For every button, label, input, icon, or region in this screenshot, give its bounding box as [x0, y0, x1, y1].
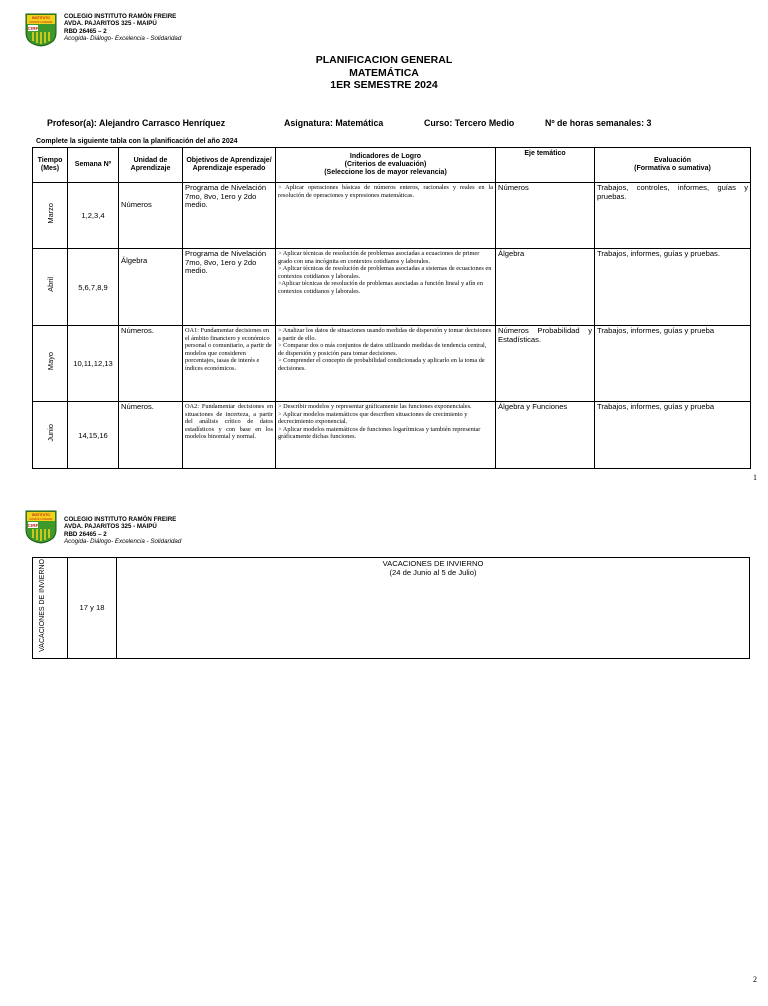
eje-cell: Números Probabilidad y Estadísticas.	[496, 326, 595, 402]
month-cell	[33, 326, 68, 402]
indicadores-cell: > Describir modelos y representar gráficamente las funciones exponenciales. > Aplicar modelos matemáticos que describen situaciones de crecimiento y decrecimiento exponencial. > Aplicar modelos matemáticos de funciones logarítmicas y también representar gráficamente dichas funciones.	[276, 402, 496, 469]
vacation-dates: (24 de Junio al 5 de Julio)	[389, 568, 477, 577]
page-number-1: 1	[753, 473, 757, 482]
school-rbd: RBD 26465 – 2	[64, 27, 107, 35]
profesor-field: Profesor(a): Alejandro Carrasco Henríquez	[47, 118, 226, 128]
month-cell	[33, 183, 68, 249]
week-cell: 1,2,3,4	[68, 183, 119, 249]
evaluacion-cell: Trabajos, informes, guías y pruebas.	[595, 249, 751, 326]
indicadores-cell: > Aplicar operaciones básicas de números enteros, racionales y reales en la resolución de operaciones y expresiones matemáticas.	[276, 183, 496, 249]
table-header-row	[33, 148, 751, 183]
col-header-unidad: Unidad de Aprendizaje	[119, 148, 183, 183]
table-row	[33, 183, 751, 249]
indicadores-cell: > Analizar los datos de situaciones usando medidas de dispersión y tomar decisiones a partir de ello. > Comparar dos o más conjuntos de datos utilizando medidas de tendencia central, de dispersión y posición para tomar decisiones. > Comprender el concepto de probabilidad condicionada y aplicarlo en la toma de decisiones.	[276, 326, 496, 402]
month-cell	[33, 402, 68, 469]
asignatura-field: Asignatura: Matemática	[284, 118, 384, 128]
badge-top-text: INSTITUTO	[32, 513, 50, 517]
col-header-objetivos: Objetivos de Aprendizaje/ Aprendizaje esperado	[183, 148, 276, 183]
badge-top-text: INSTITUTO	[32, 16, 50, 20]
month-cell	[33, 249, 68, 326]
vacation-title: VACACIONES DE INVIERNO	[382, 559, 484, 568]
badge-mid-text: RAMÓN FREIRE	[29, 517, 53, 521]
school-name: COLEGIO INSTITUTO RAMÓN FREIRE	[64, 13, 177, 20]
week-cell: 17 y 18	[68, 558, 117, 659]
curso-field: Curso: Tercero Medio	[424, 118, 515, 128]
vacation-label: VACACIONES DE INVIERNO	[39, 559, 46, 652]
school-motto: Acogida- Diálogo- Excelencia - Solidaridad	[64, 538, 182, 546]
table-row	[33, 326, 751, 402]
vacation-label-cell	[33, 558, 68, 659]
eje-cell: Números	[496, 183, 595, 249]
objetivos-cell: OA1: Fundamentar decisiones en el ámbito financiero y económico personal o comunitario, a partir de modelos que consideren porcentajes, tasas de interés e índices económicos.	[183, 326, 276, 402]
document-title	[0, 54, 768, 92]
title-line-2: MATEMÁTICA	[349, 66, 419, 79]
badge-code-text: CIRF	[27, 523, 39, 528]
horas-field: Nº de horas semanales: 3	[545, 118, 652, 128]
evaluacion-cell: Trabajos, informes, guías y prueba	[595, 402, 751, 469]
school-address: AVDA. PAJARITOS 325 - MAIPÚ	[64, 523, 157, 531]
school-address: AVDA. PAJARITOS 325 - MAIPÚ	[64, 20, 157, 28]
week-cell: 5,6,7,8,9	[68, 249, 119, 326]
table-row	[33, 402, 751, 469]
school-logo	[24, 13, 58, 47]
month-label: Abril	[45, 277, 55, 292]
school-name: COLEGIO INSTITUTO RAMÓN FREIRE	[64, 516, 177, 523]
indicadores-subtitle: (Criterios de evaluación)	[344, 161, 427, 168]
eje-cell: Álgebra	[496, 249, 595, 326]
vacation-info-cell	[117, 558, 750, 659]
school-logo	[24, 510, 58, 544]
col-header-eje: Eje temático	[496, 148, 595, 183]
indicadores-note: (Seleccione los de mayor relevancia)	[324, 169, 447, 176]
objetivos-cell: OA2: Fundamentar decisiones en situaciones de incerteza, a partir del análisis crítico de datos estadísticos y con base en los modelos binomial y normal.	[183, 402, 276, 469]
planning-table	[32, 147, 751, 469]
evaluacion-title: Evaluación	[654, 157, 691, 164]
col-header-tiempo: Tiempo (Mes)	[33, 148, 68, 183]
badge-mid-text: RAMÓN FREIRE	[29, 20, 53, 24]
table-row	[33, 558, 750, 659]
badge-code-text: CIRF	[27, 26, 39, 31]
month-label: Junio	[45, 423, 55, 442]
title-line-3: 1ER SEMESTRE 2024	[330, 79, 438, 91]
table-row	[33, 249, 751, 326]
indicadores-cell: > Aplicar técnicas de resolución de problemas asociadas a ecuaciones de primer grado con una incógnita en contextos cotidianos y laborales. > Aplicar técnicas de resolución de problemas asociadas a sistemas de ecuaciones en contextos cotidianos y laborales. >Aplicar técnicas de resolución de problemas asociadas a función lineal y afín en contextos cotidianos y laborales.	[276, 249, 496, 326]
eje-cell: Álgebra y Funciones	[496, 402, 595, 469]
col-header-indicadores	[276, 148, 496, 183]
school-rbd: RBD 26465 – 2	[64, 530, 107, 538]
unidad-cell: Álgebra	[119, 249, 183, 326]
instruction-text: Complete la siguiente tabla con la planificación del año 2024	[36, 138, 238, 145]
unidad-cell: Números.	[119, 402, 183, 469]
indicadores-title: Indicadores de Logro	[349, 153, 422, 160]
unidad-cell: Números	[119, 183, 183, 249]
vacation-table	[32, 557, 750, 659]
week-cell: 10,11,12,13	[68, 326, 119, 402]
evaluacion-subtitle: (Formativa o sumativa)	[634, 165, 711, 172]
month-label: Mayo	[45, 351, 55, 371]
title-line-1: PLANIFICACION GENERAL	[315, 54, 453, 66]
unidad-cell: Números.	[119, 326, 183, 402]
week-cell: 14,15,16	[68, 402, 119, 469]
objetivos-cell: Programa de Nivelación 7mo, 8vo, 1ero y 2do medio.	[183, 249, 276, 326]
objetivos-cell: Programa de Nivelación 7mo, 8vo, 1ero y 2do medio.	[183, 183, 276, 249]
school-motto: Acogida- Diálogo- Excelencia - Solidaridad	[64, 35, 182, 43]
month-label: Marzo	[45, 202, 55, 224]
evaluacion-cell: Trabajos, controles, informes, guías y pruebas.	[595, 183, 751, 249]
evaluacion-cell: Trabajos, informes, guías y prueba	[595, 326, 751, 402]
col-header-evaluacion	[595, 148, 751, 183]
col-header-semana: Semana Nº	[68, 148, 119, 183]
school-info	[64, 13, 181, 43]
school-info	[64, 516, 181, 546]
page-number-2: 2	[753, 975, 757, 984]
